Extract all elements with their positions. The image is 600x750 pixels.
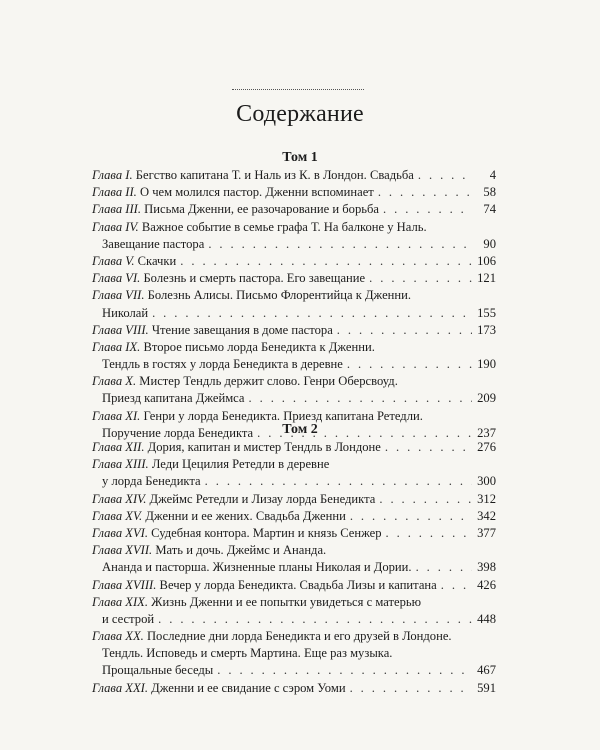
chapter-title: О чем молился пастор. Дженни вспоминает [139,185,374,200]
chapter-title: Дория, капитан и мистер Тендль в Лондоне [147,440,381,454]
page-number: 74 [483,202,496,217]
toc-entry [92,287,496,321]
chapter-title: у лорда Бенедикта [102,474,201,489]
chapter-number: Глава XIV. [92,491,147,506]
volume-heading-1: Том 1 [282,150,318,165]
chapter-title: Завещание пастора [102,236,205,251]
page-number: 237 [477,425,496,440]
toc-entry-line [92,287,496,304]
chapter-title: Бегство капитана Т. и Наль из К. в Лондон. Свадьба [135,168,414,182]
chapter-title: Скачки [137,253,177,268]
toc-entry-line [92,184,496,201]
chapter-number: Глава XVI. [92,525,148,540]
toc-entry-line [92,611,496,628]
chapter-title: Леди Цецилия Ретедли в деревне [151,457,330,472]
chapter-number: Глава XIII. [92,457,149,472]
chapter-title: Чтение завещания в доме пастора [151,322,333,337]
toc-entry [92,373,496,407]
toc-entry-line [92,594,496,611]
toc-entry-line [92,508,496,525]
page-number: 591 [477,680,496,695]
toc-entry [92,577,496,594]
dotted-top-rule [232,89,364,90]
toc-entry [92,219,496,253]
toc-entry-line [92,680,496,697]
toc-entry-line [92,628,496,645]
chapter-title: Дженни и ее свидание с сэром Уоми [151,680,346,695]
dot-leader [249,390,473,407]
dot-leader [337,322,472,339]
toc-entry [92,439,496,456]
toc-entry [92,322,496,339]
dot-leader [416,559,472,576]
page-number: 4 [489,168,496,182]
chapter-title: Джеймс Ретедли и Лизау лорда Бенедикта [149,491,376,506]
chapter-number: Глава IV. [92,219,139,234]
dot-leader [208,236,472,253]
page-number: 173 [477,322,496,337]
chapter-number: Глава VII. [92,288,145,303]
page-number: 448 [477,611,496,626]
chapter-number: Глава VIII. [92,322,149,337]
page-number: 276 [477,440,496,454]
chapter-number: Глава III. [92,202,141,217]
toc-entry [92,201,496,218]
toc-entry-line [92,542,496,559]
dot-leader [441,577,472,594]
dot-leader [205,473,472,490]
toc-entry-line [92,167,496,184]
dot-leader [369,270,472,287]
chapter-title: Тендль. Исповедь и смерть Мартина. Еще раз музыка. [102,646,393,661]
chapter-title: и сестрой [102,611,155,626]
chapter-number: Глава I. [92,168,133,182]
toc-entry-line [92,525,496,542]
chapter-number: Глава V. [92,253,135,268]
page-number: 209 [477,391,496,406]
page-number: 58 [483,185,496,200]
dot-leader [386,525,472,542]
volume-heading-2: Том 2 [282,422,318,437]
dot-leader [418,167,472,184]
toc-entry-line [92,373,496,390]
chapter-number: Глава XXI. [92,680,148,695]
page-number: 377 [477,525,496,540]
toc-entry-line [92,236,496,253]
chapter-title: Приезд капитана Джеймса [102,391,245,406]
dot-leader [350,508,472,525]
chapter-title: Генри у лорда Бенедикта. Приезд капитана Ретедли. [143,408,423,423]
chapter-title: Болезнь и смерть пастора. Его завещание [143,271,366,286]
chapter-title: Ананда и пасторша. Жизненные планы Николая и Дории. [102,560,412,575]
chapter-title: Дженни и ее жених. Свадьба Дженни [145,508,346,523]
toc-volume-1 [92,167,496,442]
page-number: 106 [477,253,496,268]
page-number: 467 [477,663,496,678]
toc-entry-line [92,456,496,473]
toc-entry [92,167,496,184]
dot-leader [378,184,472,201]
chapter-number: Глава XV. [92,508,143,523]
page-number: 90 [483,236,496,251]
toc-entry [92,508,496,525]
toc-entry-line [92,491,496,508]
dot-leader [347,356,472,373]
toc-entry-line [92,645,496,662]
toc-entry-line [92,219,496,236]
chapter-title: Болезнь Алисы. Письмо Флорентийца к Дженни. [147,288,412,303]
toc-entry [92,270,496,287]
chapter-title: Поручение лорда Бенедикта [102,425,254,440]
toc-entry-line [92,559,496,576]
chapter-number: Глава X. [92,374,137,389]
toc-entry-line [92,662,496,679]
chapter-number: Глава XI. [92,408,141,423]
toc-entry-line [92,305,496,322]
dot-leader [217,662,472,679]
dot-leader [385,439,472,456]
toc-entry [92,184,496,201]
toc-entry-line [92,356,496,373]
chapter-title: Важное событие в семье графа Т. На балконе у Наль. [141,219,427,234]
chapter-title: Прощальные беседы [102,663,214,678]
page-number: 190 [477,357,496,372]
toc-entry [92,680,496,697]
toc-entry-line [92,322,496,339]
chapter-title: Письма Дженни, ее разочарование и борьба [144,202,379,217]
chapter-title: Жизнь Дженни и ее попытки увидеться с матерью [151,594,422,609]
toc-entry [92,525,496,542]
toc-entry [92,491,496,508]
chapter-title: Тендль в гостях у лорда Бенедикта в деревне [102,357,343,372]
toc-entry-line [92,270,496,287]
chapter-title: Последние дни лорда Бенедикта и его друзей в Лондоне. [146,629,452,644]
toc-volume-2 [92,439,496,697]
chapter-title: Мистер Тендль держит слово. Генри Оберсвоуд. [139,374,398,389]
chapter-title: Николай [102,305,149,320]
toc-entry [92,456,496,490]
chapter-title: Вечер у лорда Бенедикта. Свадьба Лизы и капитана [159,577,437,592]
chapter-title: Судебная контора. Мартин и князь Сенжер [151,525,382,540]
chapter-number: Глава IX. [92,339,141,354]
toc-entry-line [92,577,496,594]
chapter-number: Глава XIX. [92,594,148,609]
page-number: 155 [477,305,496,320]
chapter-number: Глава II. [92,185,137,200]
chapter-title: Второе письмо лорда Бенедикта к Дженни. [143,339,375,354]
toc-entry-line [92,253,496,270]
chapter-number: Глава XVII. [92,543,153,558]
toc-entry [92,253,496,270]
page-number: 398 [477,560,496,575]
page-number: 426 [477,577,496,592]
toc-entry [92,628,496,680]
chapter-number: Глава XII. [92,440,145,454]
page-number: 300 [477,474,496,489]
toc-entry-line [92,473,496,490]
toc-entry [92,542,496,576]
page-number: 312 [477,491,496,506]
dot-leader [383,201,472,218]
chapter-number: Глава XVIII. [92,577,157,592]
toc-entry-line [92,390,496,407]
chapter-number: Глава XX. [92,629,144,644]
toc-entry-line [92,201,496,218]
toc-entry-line [92,339,496,356]
toc-entry-line [92,439,496,456]
toc-entry [92,594,496,628]
dot-leader [180,253,472,270]
dot-leader [350,680,472,697]
page-number: 342 [477,508,496,523]
chapter-number: Глава VI. [92,271,141,286]
dot-leader [379,491,472,508]
chapter-title: Мать и дочь. Джеймс и Ананда. [155,543,327,558]
dot-leader [158,611,472,628]
page-title: Содержание [236,101,364,127]
page-number: 121 [477,271,496,286]
dot-leader [152,305,472,322]
toc-entry [92,339,496,373]
